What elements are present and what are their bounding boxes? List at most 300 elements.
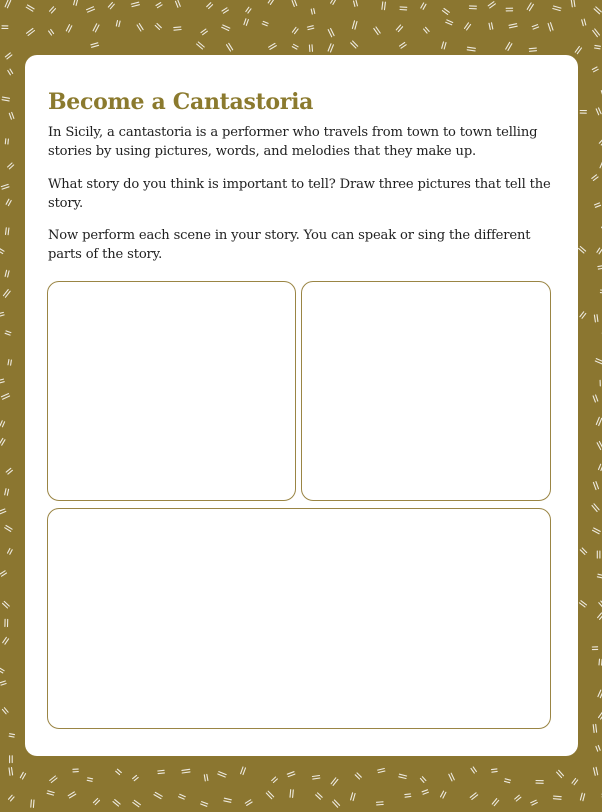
dash-mark — [2, 97, 9, 101]
dash-stroke — [312, 45, 313, 52]
dash-stroke — [405, 796, 411, 797]
dash-stroke — [597, 315, 598, 322]
dash-mark — [20, 772, 25, 779]
dash-mark — [446, 20, 453, 25]
dash-mark — [262, 21, 268, 25]
dash-stroke — [473, 767, 476, 772]
dash-mark — [224, 798, 232, 802]
dash-stroke — [599, 464, 601, 469]
dash-mark — [593, 482, 598, 490]
dash-stroke — [6, 199, 9, 204]
dash-mark — [592, 67, 598, 72]
dash-mark — [245, 800, 252, 806]
dash-mark — [0, 312, 4, 317]
dash-stroke — [420, 778, 424, 782]
dash-mark — [442, 42, 446, 49]
dash-stroke — [0, 248, 4, 251]
dash-stroke — [2, 709, 6, 713]
dash-stroke — [117, 769, 121, 772]
dash-mark — [597, 248, 602, 254]
dash-stroke — [509, 24, 517, 26]
dash-stroke — [292, 27, 296, 32]
dash-mark — [592, 504, 599, 512]
dash-mark — [529, 48, 536, 51]
dash-mark — [222, 8, 228, 13]
dash-stroke — [6, 331, 11, 333]
dash-stroke — [593, 725, 594, 733]
dash-mark — [548, 23, 553, 31]
dash-stroke — [574, 0, 575, 6]
dash-stroke — [531, 800, 537, 803]
dash-stroke — [449, 774, 452, 781]
dash-stroke — [0, 315, 4, 317]
dash-stroke — [293, 790, 294, 798]
dash-mark — [26, 5, 34, 11]
dash-stroke — [597, 577, 602, 578]
dash-stroke — [295, 29, 299, 34]
dash-stroke — [91, 43, 98, 45]
dash-stroke — [8, 360, 9, 365]
dash-stroke — [49, 31, 52, 35]
dash-stroke — [596, 724, 597, 732]
dash-mark — [557, 770, 564, 777]
dash-stroke — [287, 772, 294, 775]
dash-stroke — [594, 768, 596, 775]
dash-stroke — [505, 781, 510, 782]
dash-stroke — [331, 0, 334, 3]
dash-stroke — [598, 574, 602, 575]
drawing-frame-1[interactable] — [47, 281, 296, 501]
dash-mark — [579, 601, 586, 607]
dash-mark — [580, 548, 586, 554]
dash-stroke — [3, 396, 10, 399]
dash-stroke — [272, 777, 276, 781]
dash-mark — [49, 30, 54, 36]
dash-mark — [155, 24, 161, 30]
dash-stroke — [1, 394, 8, 397]
dash-stroke — [307, 26, 313, 27]
dash-mark — [116, 21, 120, 27]
dash-stroke — [273, 779, 277, 783]
dash-stroke — [377, 804, 384, 805]
dash-stroke — [532, 803, 537, 806]
dash-mark — [3, 601, 10, 608]
dash-mark — [87, 7, 95, 12]
dash-stroke — [382, 2, 383, 9]
dash-stroke — [314, 9, 315, 14]
dash-mark — [441, 791, 446, 798]
dash-stroke — [510, 26, 518, 28]
dash-stroke — [9, 736, 14, 737]
dash-mark — [421, 3, 426, 9]
dash-stroke — [597, 248, 600, 252]
dash-mark — [3, 290, 10, 298]
dash-stroke — [295, 0, 297, 6]
dash-mark — [9, 734, 14, 737]
dash-mark — [505, 779, 511, 783]
dash-stroke — [158, 770, 164, 771]
dash-stroke — [5, 489, 6, 495]
dash-stroke — [88, 778, 93, 779]
dash-stroke — [426, 27, 430, 31]
dash-stroke — [422, 777, 426, 781]
dash-mark — [488, 2, 495, 8]
dash-stroke — [405, 794, 411, 795]
dash-stroke — [33, 800, 34, 807]
dash-mark — [179, 794, 186, 799]
dash-stroke — [202, 802, 208, 804]
dash-stroke — [47, 793, 53, 795]
dash-stroke — [596, 109, 599, 115]
dash-stroke — [248, 9, 251, 13]
dash-stroke — [352, 21, 354, 29]
dash-stroke — [20, 772, 23, 777]
drawing-frame-2[interactable] — [301, 281, 551, 501]
dash-mark — [292, 0, 297, 6]
dash-stroke — [584, 19, 586, 25]
dash-stroke — [4, 708, 8, 713]
dash-mark — [9, 768, 13, 776]
dash-stroke — [596, 482, 599, 489]
dash-mark — [515, 795, 521, 801]
dash-mark — [9, 795, 15, 801]
dash-mark — [197, 42, 205, 49]
dash-stroke — [331, 45, 334, 52]
dash-stroke — [599, 712, 602, 718]
dash-mark — [422, 790, 428, 795]
dash-mark — [492, 799, 499, 806]
dash-mark — [471, 767, 476, 773]
dash-mark — [595, 45, 601, 48]
drawing-frame-3[interactable] — [47, 508, 551, 729]
dash-mark — [1, 184, 9, 189]
dash-stroke — [356, 0, 357, 6]
dash-stroke — [399, 777, 406, 779]
dash-mark — [137, 24, 143, 31]
dash-stroke — [3, 97, 10, 98]
dash-mark — [5, 489, 9, 496]
dash-stroke — [595, 203, 600, 205]
dash-stroke — [201, 804, 207, 806]
dash-stroke — [8, 271, 10, 277]
dash-mark — [467, 47, 475, 51]
dash-stroke — [182, 769, 190, 770]
dash-stroke — [2, 100, 9, 101]
dash-stroke — [595, 361, 602, 364]
dash-stroke — [593, 177, 598, 181]
dash-stroke — [179, 797, 185, 799]
dash-mark — [0, 571, 6, 576]
dash-mark — [580, 793, 584, 801]
dash-stroke — [442, 42, 444, 48]
dash-stroke — [596, 767, 598, 775]
dash-mark — [8, 549, 13, 555]
dash-mark — [553, 796, 561, 799]
dash-mark — [492, 769, 498, 772]
dash-mark — [93, 24, 99, 32]
dash-stroke — [471, 768, 474, 773]
dash-mark — [593, 395, 598, 402]
dash-mark — [0, 681, 6, 685]
dash-mark — [93, 799, 99, 805]
dash-stroke — [592, 67, 597, 70]
dash-stroke — [2, 440, 5, 446]
intro-paragraph: In Sicily, a cantastoria is a performer who travels from town to town telling stories by using pictures, words, and melodies that they make up. — [48, 125, 538, 159]
dash-stroke — [133, 775, 137, 778]
dash-stroke — [492, 771, 497, 772]
dash-mark — [5, 526, 12, 532]
dash-stroke — [2, 187, 9, 189]
dash-stroke — [10, 550, 12, 555]
dash-stroke — [9, 768, 10, 775]
dash-stroke — [0, 250, 3, 253]
dash-mark — [113, 800, 120, 807]
dash-mark — [91, 43, 99, 48]
dash-stroke — [222, 8, 227, 11]
dash-stroke — [290, 790, 291, 798]
dash-mark — [207, 3, 213, 9]
dash-mark — [312, 776, 320, 780]
dash-mark — [292, 27, 298, 33]
dash-stroke — [548, 24, 550, 32]
dash-stroke — [5, 270, 7, 276]
dash-stroke — [2, 573, 7, 576]
dash-stroke — [554, 796, 562, 797]
dash-stroke — [31, 800, 32, 807]
dash-mark — [328, 44, 333, 52]
dash-stroke — [422, 790, 427, 792]
dash-mark — [351, 793, 356, 801]
dash-stroke — [599, 250, 602, 254]
dash-mark — [50, 7, 56, 13]
dash-mark — [593, 29, 600, 37]
dash-mark — [309, 45, 312, 52]
dash-mark — [5, 53, 12, 59]
dash-mark — [531, 800, 538, 805]
dash-stroke — [76, 0, 77, 5]
dash-mark — [331, 778, 338, 786]
dash-stroke — [595, 205, 600, 207]
dash-stroke — [87, 7, 94, 10]
dash-mark — [47, 791, 54, 795]
dash-stroke — [596, 746, 598, 751]
dash-stroke — [8, 228, 9, 235]
dash-mark — [287, 772, 295, 777]
dash-stroke — [583, 794, 585, 801]
dash-stroke — [157, 5, 162, 8]
dash-stroke — [5, 333, 10, 335]
dash-stroke — [447, 20, 453, 23]
activity-card — [25, 55, 578, 756]
dash-mark — [292, 44, 298, 49]
dash-stroke — [598, 266, 602, 267]
dash-stroke — [218, 774, 225, 777]
dash-stroke — [134, 777, 138, 780]
dash-mark — [0, 668, 4, 673]
dash-mark — [598, 266, 602, 270]
dash-stroke — [399, 774, 406, 776]
dash-mark — [272, 777, 278, 783]
dash-mark — [66, 25, 72, 32]
dash-stroke — [116, 771, 120, 774]
dash-mark — [218, 772, 226, 777]
dash-mark — [449, 773, 455, 781]
dash-stroke — [292, 1, 294, 7]
dash-mark — [0, 379, 4, 384]
dash-stroke — [443, 792, 446, 798]
dash-stroke — [551, 23, 554, 30]
dash-mark — [470, 793, 478, 800]
dash-mark — [465, 23, 471, 30]
dash-stroke — [0, 681, 5, 683]
dash-mark — [5, 331, 11, 335]
dash-mark — [10, 756, 13, 763]
dash-mark — [595, 359, 602, 364]
dash-stroke — [158, 773, 164, 774]
dash-stroke — [598, 690, 601, 697]
dash-mark — [133, 775, 139, 780]
dash-stroke — [312, 776, 319, 777]
dash-stroke — [292, 47, 297, 50]
dash-mark — [222, 25, 230, 31]
dash-mark — [131, 2, 139, 6]
dash-mark — [331, 0, 336, 4]
dash-stroke — [116, 21, 117, 27]
dash-mark — [354, 0, 358, 6]
dash-stroke — [451, 773, 454, 780]
dash-mark — [506, 8, 512, 11]
dash-stroke — [178, 0, 180, 6]
dash-stroke — [599, 659, 600, 665]
dash-mark — [68, 792, 76, 798]
dash-mark — [593, 724, 596, 732]
dash-stroke — [377, 802, 384, 803]
dash-mark — [307, 26, 313, 30]
dash-stroke — [580, 793, 582, 800]
dash-mark — [382, 2, 386, 10]
dash-stroke — [10, 734, 15, 735]
dash-stroke — [223, 10, 228, 13]
dash-mark — [405, 794, 411, 797]
dash-mark — [227, 43, 233, 51]
dash-stroke — [207, 774, 208, 780]
dash-mark — [241, 767, 246, 775]
dash-stroke — [174, 27, 181, 28]
dash-mark — [8, 360, 11, 366]
dash-stroke — [596, 417, 599, 424]
dash-stroke — [48, 791, 54, 793]
dash-stroke — [530, 51, 537, 52]
dash-stroke — [468, 47, 476, 48]
dash-stroke — [423, 4, 426, 9]
dash-stroke — [351, 793, 353, 800]
dash-stroke — [288, 774, 295, 777]
dash-stroke — [582, 20, 584, 26]
dash-mark — [592, 647, 597, 650]
dash-stroke — [532, 25, 537, 27]
dash-stroke — [0, 382, 4, 384]
dash-stroke — [0, 571, 5, 574]
dash-mark — [6, 468, 12, 474]
dash-mark — [598, 613, 602, 619]
dash-mark — [5, 619, 8, 626]
dash-mark — [442, 9, 449, 15]
dash-mark — [532, 25, 538, 30]
dash-stroke — [593, 482, 596, 489]
dash-stroke — [421, 3, 424, 8]
dash-stroke — [204, 775, 205, 781]
dash-mark — [6, 199, 11, 205]
dash-stroke — [294, 44, 299, 47]
dash-mark — [5, 0, 11, 8]
dash-stroke — [571, 0, 572, 7]
dash-stroke — [6, 228, 7, 235]
dash-mark — [290, 790, 293, 798]
dash-mark — [596, 746, 600, 752]
dash-stroke — [12, 768, 13, 775]
dash-stroke — [219, 772, 226, 775]
dash-mark — [489, 23, 493, 30]
dash-mark — [596, 108, 601, 115]
dash-stroke — [262, 24, 267, 26]
dash-mark — [31, 800, 34, 808]
dash-mark — [316, 793, 323, 799]
dash-stroke — [207, 3, 211, 7]
dash-stroke — [69, 26, 72, 32]
dash-mark — [266, 791, 273, 799]
dash-stroke — [599, 108, 602, 114]
dash-stroke — [7, 489, 8, 495]
dash-stroke — [209, 5, 213, 9]
dash-stroke — [9, 113, 11, 119]
dash-mark — [328, 29, 334, 37]
dash-stroke — [1, 684, 6, 686]
dash-mark — [351, 41, 358, 48]
dash-mark — [400, 7, 407, 10]
dash-stroke — [308, 28, 314, 29]
dash-mark — [0, 438, 5, 445]
dash-stroke — [11, 797, 15, 801]
dash-stroke — [224, 801, 231, 803]
dash-stroke — [0, 511, 6, 513]
dash-stroke — [23, 774, 26, 779]
dash-mark — [9, 112, 14, 119]
dash-mark — [311, 9, 315, 15]
dash-mark — [597, 574, 602, 578]
dash-mark — [396, 25, 402, 32]
dash-stroke — [246, 7, 249, 11]
dash-stroke — [313, 778, 320, 779]
dash-stroke — [385, 2, 386, 10]
dash-stroke — [2, 422, 4, 427]
dash-mark — [133, 800, 141, 807]
dash-mark — [592, 175, 598, 181]
dash-mark — [599, 712, 602, 719]
dash-mark — [595, 203, 601, 207]
dash-mark — [176, 0, 181, 7]
dash-stroke — [222, 27, 229, 30]
dash-stroke — [263, 21, 268, 23]
dash-stroke — [245, 800, 250, 803]
dash-mark — [6, 228, 9, 235]
dash-mark — [469, 6, 476, 9]
dash-mark — [201, 802, 208, 807]
dash-stroke — [8, 71, 11, 75]
dash-mark — [596, 417, 601, 425]
dash-mark — [8, 69, 13, 75]
dash-stroke — [174, 30, 181, 31]
dash-stroke — [599, 418, 602, 425]
